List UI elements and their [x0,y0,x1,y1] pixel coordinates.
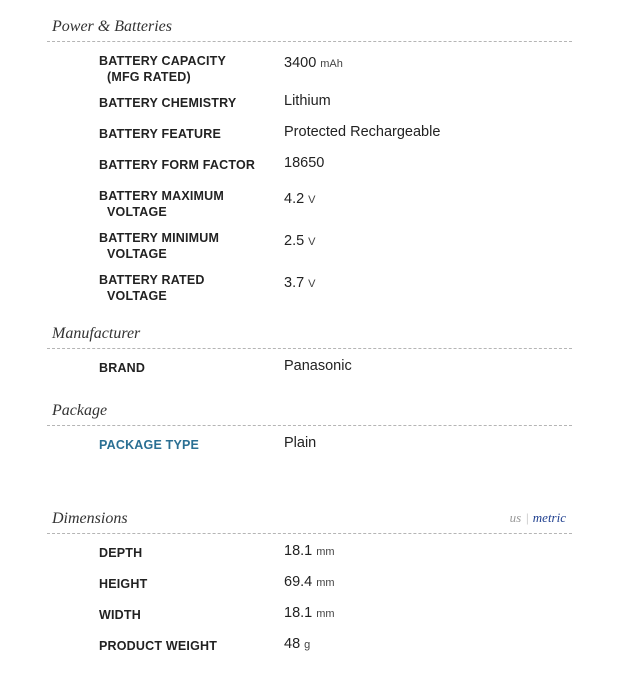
value-number: 69.4 [284,574,313,590]
value-unit: g [304,639,311,651]
spec-label-battery-form-factor [99,157,255,173]
value-number: 3.7 [284,275,305,291]
label-line-1: BATTERY CHEMISTRY [99,96,237,110]
label-line-1: BATTERY FEATURE [99,127,221,141]
spec-label-depth [99,545,142,561]
unit-metric-link[interactable]: metric [532,510,566,525]
value-unit: V [308,236,316,248]
unit-toggle [510,510,566,526]
spec-label-height [99,576,147,592]
spec-value-battery-minimum-voltage [284,233,316,249]
label-line-1: DEPTH [99,546,143,560]
spec-value-brand [284,358,352,374]
label-line-1: PRODUCT WEIGHT [99,639,218,653]
spec-label-battery-capacity [99,53,226,85]
label-line-1: BATTERY CAPACITY [99,54,227,68]
spec-label-battery-rated-voltage [99,272,205,304]
value-number: 18.1 [284,543,313,559]
label-line-1: BATTERY RATED [99,273,205,287]
label-line-2: (MFG RATED) [107,70,191,84]
value-unit: mm [316,577,335,589]
section-title-package: Package [52,402,108,419]
label-line-1: BRAND [99,361,146,375]
spec-value-height [284,574,335,590]
label-line-1: BATTERY MAXIMUM [99,189,224,203]
value-number: 18650 [284,155,325,171]
spec-value-battery-chemistry [284,93,331,109]
value-number: 48 [284,636,301,652]
section-divider [47,348,572,349]
spec-label-brand [99,360,145,376]
label-line-1[interactable]: PACKAGE TYPE [99,438,200,452]
spec-label-package-type-link[interactable] [99,437,199,453]
spec-label-battery-minimum-voltage [99,230,219,262]
label-line-1: BATTERY FORM FACTOR [99,158,256,172]
label-line-2: VOLTAGE [107,205,167,219]
spec-label-battery-chemistry [99,95,236,111]
section-title-manufacturer: Manufacturer [52,325,141,342]
value-unit: V [308,194,316,206]
label-line-1: BATTERY MINIMUM [99,231,220,245]
label-line-1: WIDTH [99,608,141,622]
value-number: Protected Rechargeable [284,124,441,140]
section-divider [47,41,572,42]
spec-label-battery-maximum-voltage [99,188,224,220]
value-number: Plain [284,435,317,451]
spec-value-width [284,605,335,621]
label-line-2: VOLTAGE [107,289,167,303]
unit-separator: | [525,510,529,525]
value-number: Panasonic [284,358,352,374]
value-number: 4.2 [284,191,305,207]
value-unit: mm [316,608,335,620]
value-unit: V [308,278,316,290]
section-divider [47,533,572,534]
spec-value-battery-feature [284,124,440,140]
spec-label-width [99,607,141,623]
value-number: 18.1 [284,605,313,621]
spec-value-battery-capacity [284,55,343,71]
spec-value-battery-form-factor [284,155,324,171]
label-line-1: HEIGHT [99,577,148,591]
spec-value-product-weight [284,636,310,652]
spec-value-battery-rated-voltage [284,275,316,291]
section-divider [47,425,572,426]
unit-us-link[interactable]: us [509,510,522,525]
spec-label-product-weight [99,638,217,654]
label-line-2: VOLTAGE [107,247,167,261]
section-title-power: Power & Batteries [52,18,172,35]
value-number: 3400 [284,55,317,71]
value-number: Lithium [284,93,331,109]
spec-value-depth [284,543,335,559]
spec-value-battery-maximum-voltage [284,191,316,207]
value-unit: mAh [320,58,343,70]
spec-value-package-type [284,435,316,451]
spec-label-battery-feature [99,126,221,142]
value-number: 2.5 [284,233,305,249]
value-unit: mm [316,546,335,558]
section-title-dimensions: Dimensions [52,510,128,527]
